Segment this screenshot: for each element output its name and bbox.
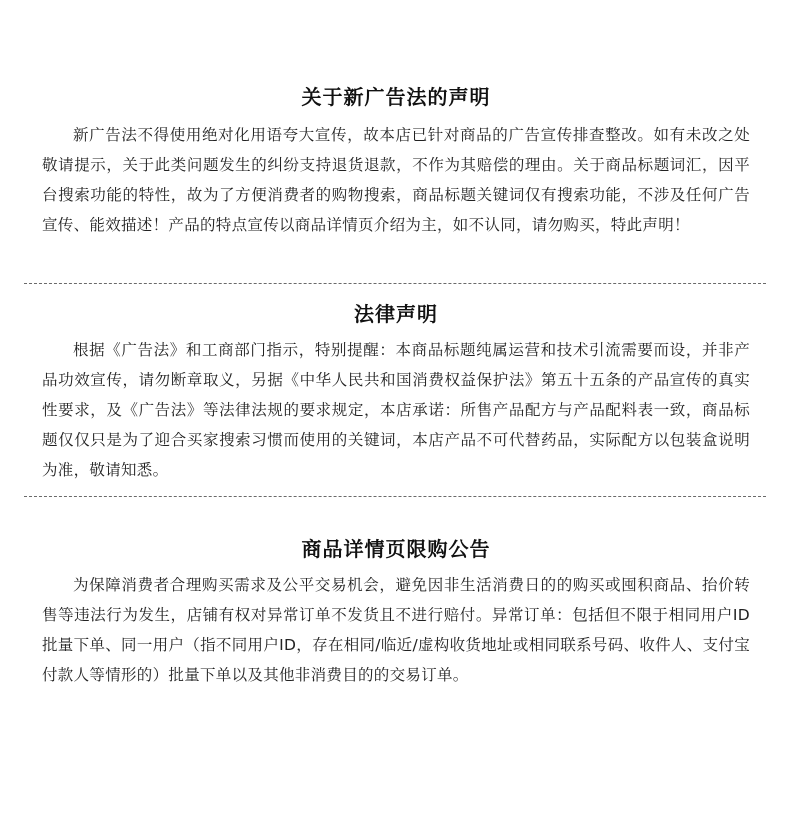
legal-statement-section xyxy=(42,299,750,485)
purchase-limit-notice-body: 为保障消费者合理购买需求及公平交易机会，避免因非生活消费日的的购买或囤积商品、抬价转售等违法行为发生，店铺有权对异常订单不发货且不进行赔付。异常订单：包括但不限于相同用户ID批量下单、同一用户（指不同用户ID，存在相同/临近/虚构收货地址或相同联系号码、收件人、支付宝付款人等情形的）批量下单以及其他非消费目的的交易订单。 xyxy=(42,576,750,684)
ad-law-statement-body: 新广告法不得使用绝对化用语夸大宣传，故本店已针对商品的广告宣传排查整改。如有未改之处敬请提示，关于此类问题发生的纠纷支持退货退款，不作为其赔偿的理由。关于商品标题词汇，因平台搜索功能的特性，故为了方便消费者的购物搜索，商品标题关键词仅有搜索功能，不涉及任何广告宣传、能效描述！产品的特点宣传以商品详情页介绍为主，如不认同，请勿购买，特此声明！ xyxy=(42,126,750,234)
ad-law-statement-section xyxy=(42,82,750,240)
purchase-limit-notice-section xyxy=(42,534,750,690)
dashed-divider xyxy=(24,496,766,497)
purchase-limit-notice-title: 商品详情页限购公告 xyxy=(301,537,491,561)
ad-law-statement-title: 关于新广告法的声明 xyxy=(301,85,491,109)
legal-statement-title: 法律声明 xyxy=(354,302,438,326)
legal-statement-body: 根据《广告法》和工商部门指示，特别提醒：本商品标题纯属运营和技术引流需要而设，并非产品功效宣传，请勿断章取义，另据《中华人民共和国消费权益保护法》第五十五条的产品宣传的真实性要求，及《广告法》等法律法规的要求规定，本店承诺：所售产品配方与产品配料表一致，商品标题仅仅只是为了迎合买家搜索习惯而使用的关键词，本店产品不可代替药品，实际配方以包装盒说明为准，敬请知悉。 xyxy=(42,341,750,479)
dashed-divider xyxy=(24,283,766,284)
